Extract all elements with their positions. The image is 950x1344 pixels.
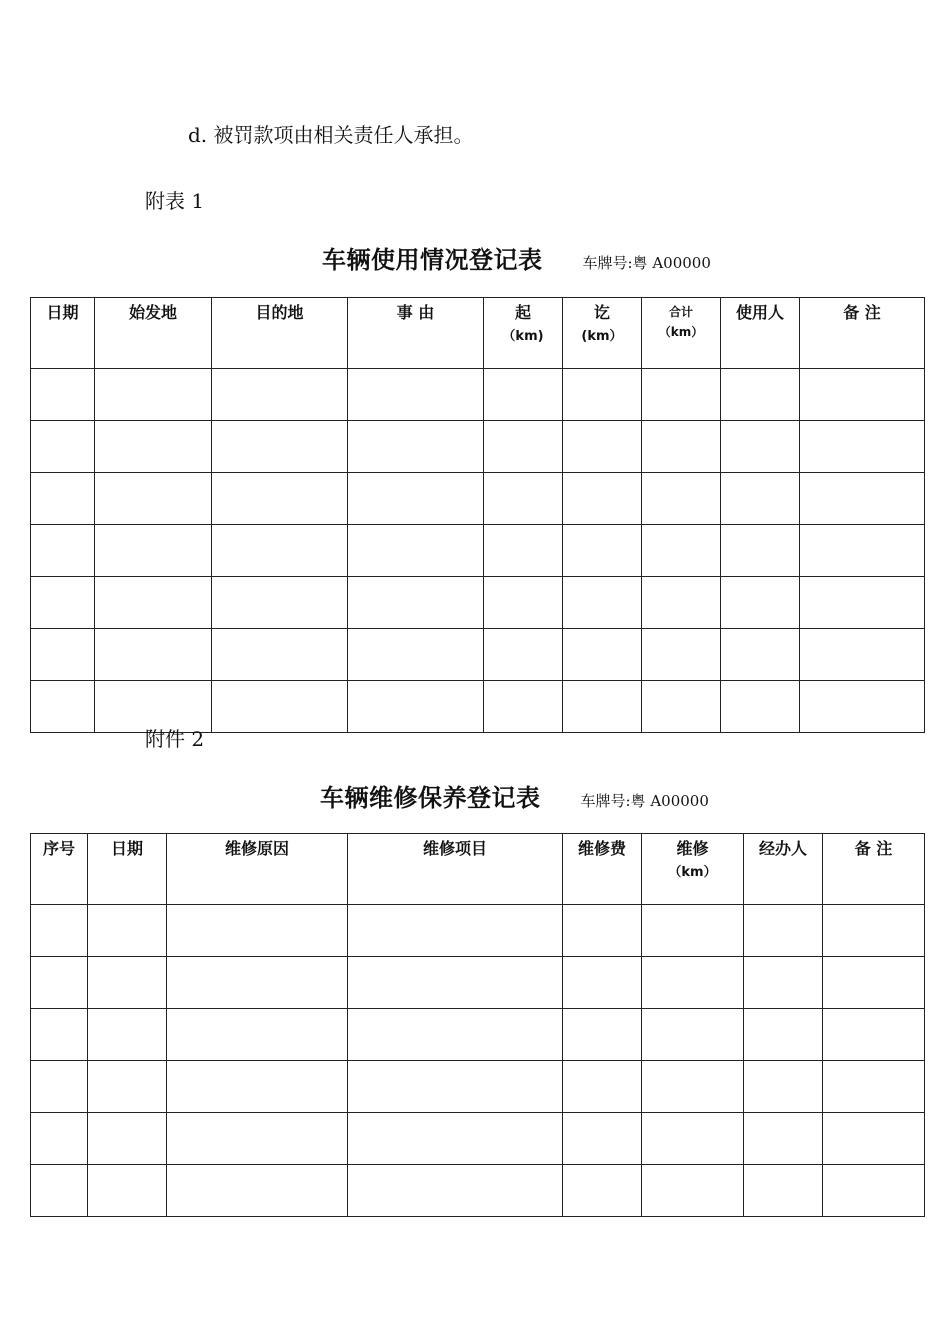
- table-cell[interactable]: [167, 905, 348, 957]
- table-cell[interactable]: [348, 629, 484, 681]
- table-cell[interactable]: [744, 957, 823, 1009]
- table-cell[interactable]: [642, 421, 721, 473]
- table-cell[interactable]: [31, 681, 95, 733]
- table-cell[interactable]: [95, 369, 212, 421]
- table-cell[interactable]: [744, 1009, 823, 1061]
- table-cell[interactable]: [823, 1009, 925, 1061]
- table-cell[interactable]: [212, 421, 348, 473]
- table-cell[interactable]: [744, 1165, 823, 1217]
- table-cell[interactable]: [823, 1061, 925, 1113]
- table-cell[interactable]: [484, 473, 563, 525]
- table-cell[interactable]: [563, 1009, 642, 1061]
- table-cell[interactable]: [31, 369, 95, 421]
- table-cell[interactable]: [167, 1061, 348, 1113]
- table-cell[interactable]: [563, 577, 642, 629]
- col-remarks: 备 注: [823, 834, 925, 905]
- table-cell[interactable]: [31, 577, 95, 629]
- table-cell[interactable]: [800, 577, 925, 629]
- table-cell[interactable]: [348, 905, 563, 957]
- table-row: [31, 525, 925, 577]
- table-cell[interactable]: [744, 905, 823, 957]
- col-destination: 目的地: [212, 298, 348, 369]
- table-cell[interactable]: [484, 681, 563, 733]
- table-cell[interactable]: [348, 421, 484, 473]
- table-cell[interactable]: [31, 1061, 88, 1113]
- table-row: [31, 369, 925, 421]
- table-cell[interactable]: [95, 473, 212, 525]
- col-origin: 始发地: [95, 298, 212, 369]
- table-cell[interactable]: [212, 369, 348, 421]
- table-row: [31, 421, 925, 473]
- table-cell[interactable]: [348, 369, 484, 421]
- table-row: [31, 1009, 925, 1061]
- table-cell[interactable]: [348, 681, 484, 733]
- table-cell[interactable]: [800, 681, 925, 733]
- annex1-title-row: [322, 240, 711, 275]
- table-row: [31, 1113, 925, 1165]
- table-cell[interactable]: [348, 1113, 563, 1165]
- table-cell[interactable]: [563, 905, 642, 957]
- table-cell[interactable]: [31, 473, 95, 525]
- annex1-caption: 附表 1: [145, 189, 205, 213]
- table-cell[interactable]: [348, 1061, 563, 1113]
- annex2-caption: 附件 2: [145, 727, 205, 751]
- table-cell[interactable]: [31, 1009, 88, 1061]
- col-repair-km: 维修 （km）: [642, 834, 744, 905]
- table-cell[interactable]: [642, 1113, 744, 1165]
- table-cell[interactable]: [642, 1165, 744, 1217]
- table-cell[interactable]: [31, 629, 95, 681]
- table-cell[interactable]: [484, 525, 563, 577]
- table-cell[interactable]: [563, 369, 642, 421]
- table-cell[interactable]: [642, 681, 721, 733]
- table-row: [31, 957, 925, 1009]
- table-cell[interactable]: [95, 681, 212, 733]
- table-cell[interactable]: [167, 1009, 348, 1061]
- table-cell[interactable]: [563, 681, 642, 733]
- table-cell[interactable]: [744, 1113, 823, 1165]
- table-cell[interactable]: [642, 629, 721, 681]
- col-reason: 事 由: [348, 298, 484, 369]
- table-cell[interactable]: [31, 1113, 88, 1165]
- table-cell[interactable]: [642, 1061, 744, 1113]
- table-cell[interactable]: [88, 905, 167, 957]
- annex2-plate: 车牌号:粤 A00000: [580, 792, 709, 810]
- annex1-title: 车辆使用情况登记表: [322, 245, 543, 274]
- table-cell[interactable]: [95, 421, 212, 473]
- table-cell[interactable]: [800, 473, 925, 525]
- annex2-title-row: [320, 778, 709, 813]
- table-cell[interactable]: [563, 629, 642, 681]
- col-remarks: 备 注: [800, 298, 925, 369]
- table-cell[interactable]: [484, 369, 563, 421]
- table-cell[interactable]: [88, 1009, 167, 1061]
- table-cell[interactable]: [167, 1165, 348, 1217]
- col-end-km: 讫 (km）: [563, 298, 642, 369]
- col-serial: 序号: [31, 834, 88, 905]
- table-row: [31, 577, 925, 629]
- col-repair-reason: 维修原因: [167, 834, 348, 905]
- table-cell[interactable]: [31, 1165, 88, 1217]
- table-cell[interactable]: [348, 525, 484, 577]
- col-repair-items: 维修项目: [348, 834, 563, 905]
- table-cell[interactable]: [167, 1113, 348, 1165]
- table-cell[interactable]: [800, 369, 925, 421]
- annex2-title: 车辆维修保养登记表: [320, 783, 541, 812]
- table-cell[interactable]: [88, 1165, 167, 1217]
- table-cell[interactable]: [88, 1113, 167, 1165]
- table-cell[interactable]: [95, 577, 212, 629]
- table-cell[interactable]: [642, 905, 744, 957]
- table-row: [31, 629, 925, 681]
- table-cell[interactable]: [348, 1009, 563, 1061]
- table-cell[interactable]: [212, 577, 348, 629]
- table-cell[interactable]: [563, 473, 642, 525]
- table-cell[interactable]: [348, 957, 563, 1009]
- table-cell[interactable]: [31, 421, 95, 473]
- table-cell[interactable]: [800, 629, 925, 681]
- table-cell[interactable]: [484, 421, 563, 473]
- table-cell[interactable]: [563, 957, 642, 1009]
- table-cell[interactable]: [563, 1165, 642, 1217]
- table-cell[interactable]: [484, 629, 563, 681]
- table-cell[interactable]: [642, 525, 721, 577]
- table-row: [31, 905, 925, 957]
- table-cell[interactable]: [642, 957, 744, 1009]
- table-cell[interactable]: [212, 681, 348, 733]
- table-row: [31, 1061, 925, 1113]
- col-handler: 经办人: [744, 834, 823, 905]
- table-cell[interactable]: [348, 1165, 563, 1217]
- vehicle-maintenance-table: [30, 833, 925, 1217]
- table-row: [31, 681, 925, 733]
- table-cell[interactable]: [823, 957, 925, 1009]
- table-cell[interactable]: [642, 473, 721, 525]
- vehicle-usage-table: [30, 297, 925, 733]
- table-header-row: [31, 834, 925, 905]
- table-cell[interactable]: [800, 421, 925, 473]
- table-cell[interactable]: [88, 1061, 167, 1113]
- table-row: [31, 1165, 925, 1217]
- table-cell[interactable]: [563, 1113, 642, 1165]
- table-cell[interactable]: [31, 957, 88, 1009]
- col-start-km: 起 （km): [484, 298, 563, 369]
- table-cell[interactable]: [95, 629, 212, 681]
- col-date: 日期: [31, 298, 95, 369]
- table-cell[interactable]: [167, 957, 348, 1009]
- table-cell[interactable]: [823, 1113, 925, 1165]
- table-cell[interactable]: [212, 629, 348, 681]
- table-cell[interactable]: [563, 525, 642, 577]
- table-cell[interactable]: [823, 905, 925, 957]
- table-cell[interactable]: [721, 421, 800, 473]
- table-cell[interactable]: [823, 1165, 925, 1217]
- table-cell[interactable]: [348, 473, 484, 525]
- col-repair-cost: 维修费: [563, 834, 642, 905]
- table-cell[interactable]: [348, 577, 484, 629]
- table-cell[interactable]: [744, 1061, 823, 1113]
- table-cell[interactable]: [31, 905, 88, 957]
- table-cell[interactable]: [642, 1009, 744, 1061]
- table-cell[interactable]: [563, 1061, 642, 1113]
- table-header-row: [31, 298, 925, 369]
- col-date: 日期: [88, 834, 167, 905]
- annex1-plate: 车牌号:粤 A00000: [582, 254, 711, 272]
- table-row: [31, 473, 925, 525]
- table-cell[interactable]: [721, 681, 800, 733]
- table-cell[interactable]: [563, 421, 642, 473]
- col-total-km: 合计 （km）: [642, 298, 721, 369]
- table-cell[interactable]: [642, 369, 721, 421]
- table-cell[interactable]: [721, 473, 800, 525]
- table-cell[interactable]: [721, 525, 800, 577]
- table-cell[interactable]: [800, 525, 925, 577]
- paragraph-d: d. 被罚款项由相关责任人承担。: [188, 123, 474, 147]
- table-cell[interactable]: [484, 577, 563, 629]
- table-cell[interactable]: [31, 525, 95, 577]
- table-cell[interactable]: [642, 577, 721, 629]
- table-cell[interactable]: [88, 957, 167, 1009]
- table-cell[interactable]: [95, 525, 212, 577]
- table-cell[interactable]: [721, 369, 800, 421]
- table-cell[interactable]: [212, 525, 348, 577]
- table-cell[interactable]: [721, 577, 800, 629]
- table-cell[interactable]: [212, 473, 348, 525]
- table-cell[interactable]: [721, 629, 800, 681]
- col-user: 使用人: [721, 298, 800, 369]
